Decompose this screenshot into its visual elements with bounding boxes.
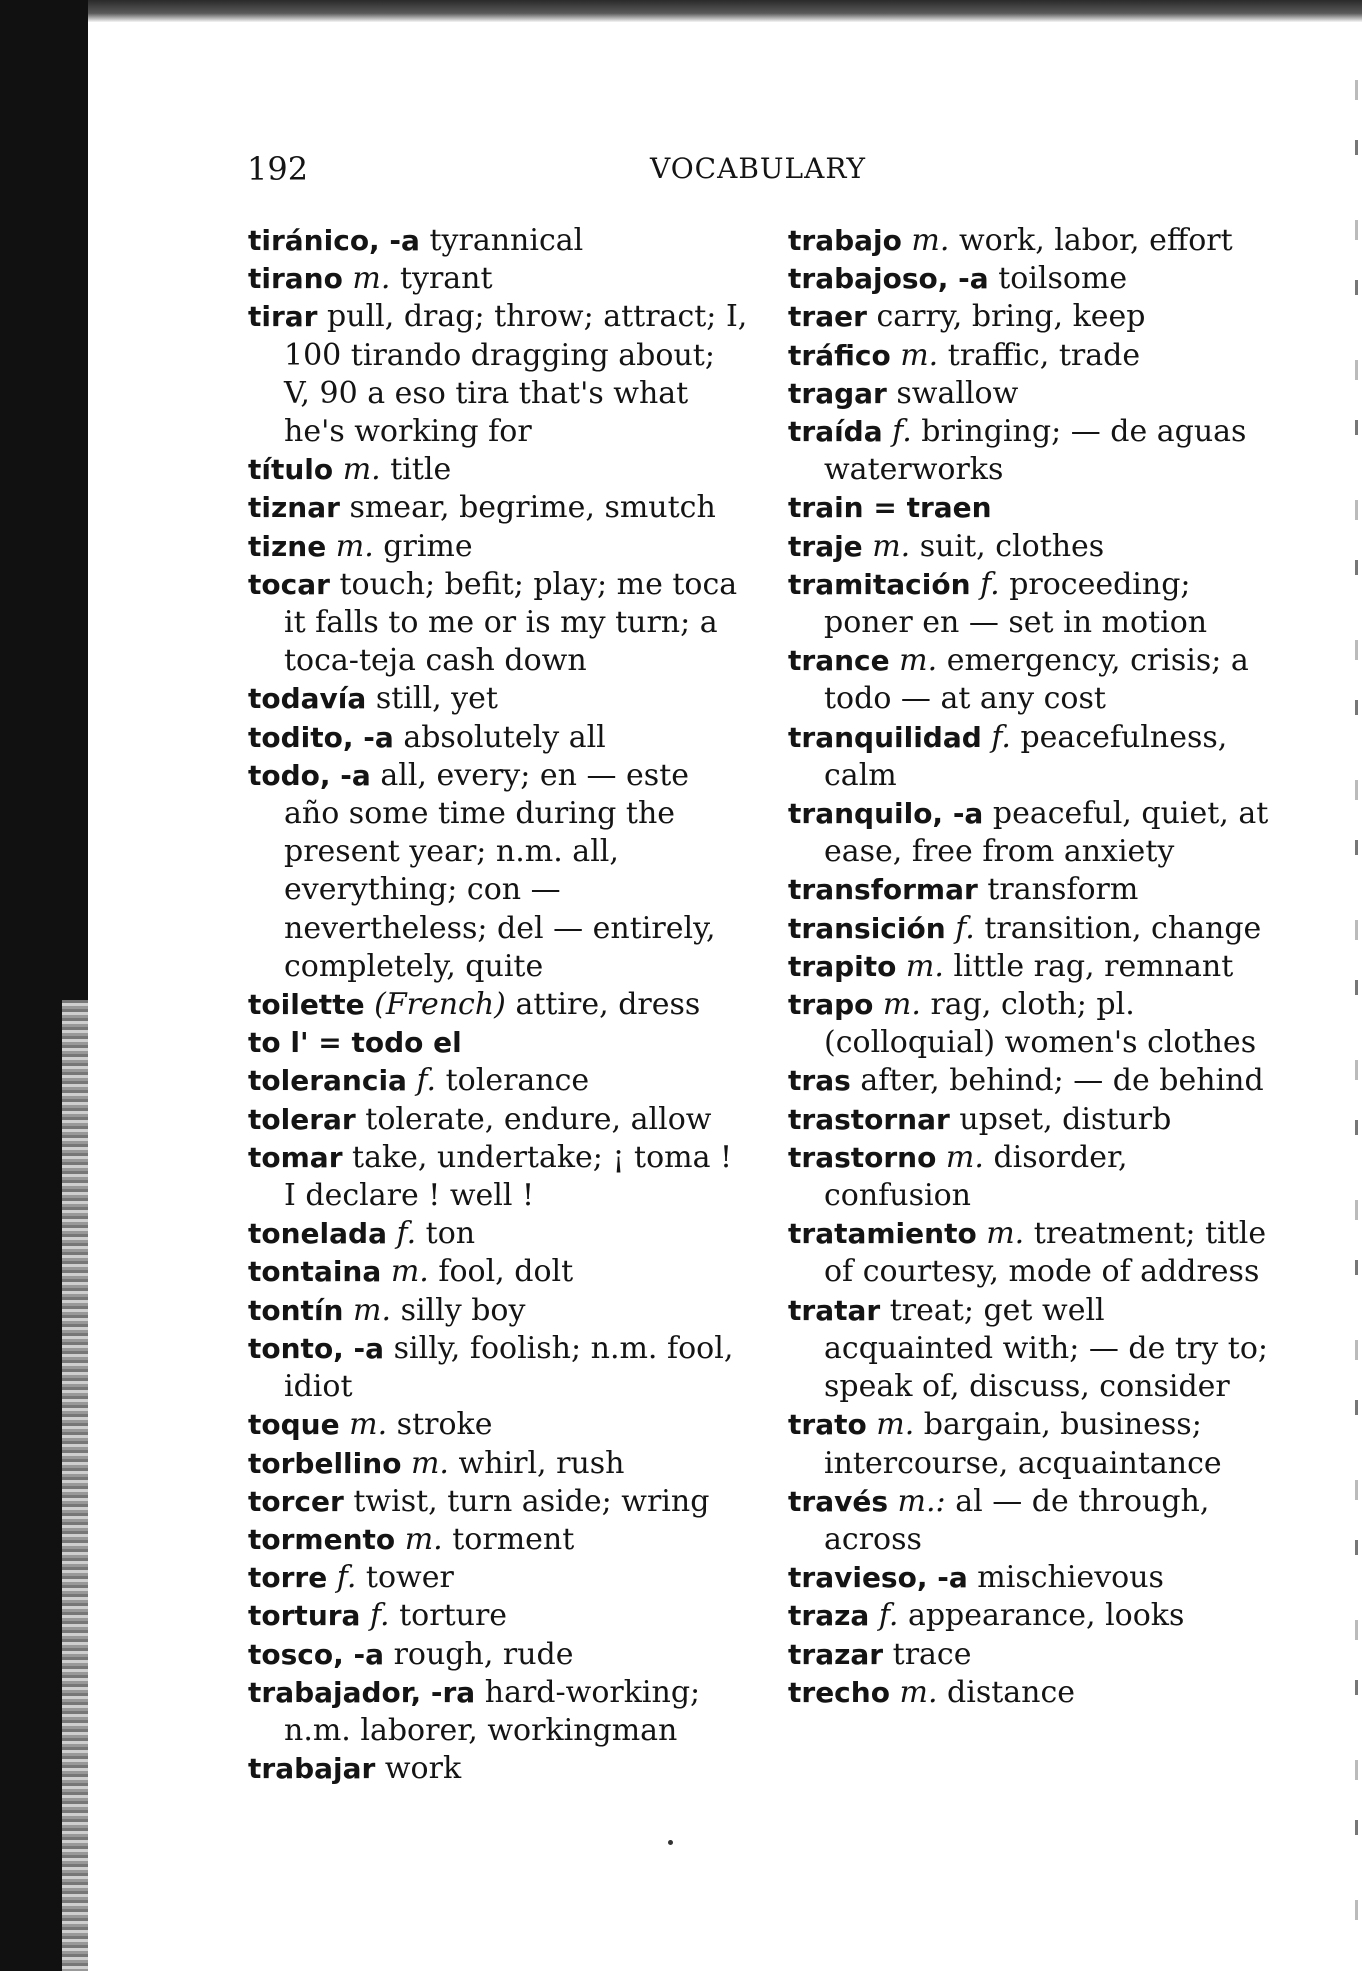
entry-definition: distance <box>947 1674 1076 1710</box>
dictionary-entry <box>248 222 748 260</box>
entry-definition: fool, dolt <box>438 1254 574 1290</box>
entry-definition: grime <box>383 528 473 564</box>
dictionary-entry <box>788 528 1283 566</box>
dictionary-entry <box>248 1597 748 1635</box>
entry-headword: tiznar <box>248 491 340 525</box>
entry-definition: whirl, rush <box>458 1445 625 1481</box>
entry-headword: to l' = todo el <box>248 1026 462 1060</box>
entry-headword: toilette <box>248 988 365 1022</box>
entry-grammar: f. <box>370 1598 390 1634</box>
entry-headword: trabajar <box>248 1752 376 1786</box>
entry-headword: trastornar <box>788 1102 950 1136</box>
entry-headword: tirano <box>248 262 343 296</box>
entry-headword: todito, -a <box>248 720 394 754</box>
entry-grammar: f. <box>878 1598 899 1634</box>
entry-grammar: m. <box>911 223 950 258</box>
dictionary-entry <box>788 948 1283 986</box>
entry-headword: torre <box>248 1561 328 1595</box>
entry-headword: tonelada <box>248 1217 387 1251</box>
entry-definition: trace <box>892 1636 972 1672</box>
entry-grammar: f. <box>892 414 912 450</box>
entry-grammar: m. <box>899 643 938 679</box>
entry-headword: trapo <box>788 988 874 1022</box>
dictionary-entry <box>248 1062 748 1100</box>
dictionary-entry <box>248 1445 748 1483</box>
entry-headword: trabajoso, -a <box>788 262 989 296</box>
entry-grammar: m. <box>945 1139 984 1175</box>
entry-definition: traffic, trade <box>947 337 1141 373</box>
page-number: 192 <box>247 150 309 188</box>
dictionary-entry <box>788 1636 1283 1674</box>
entry-headword: trazar <box>788 1637 884 1671</box>
entry-definition: appearance, looks <box>907 1598 1185 1634</box>
entry-headword: tirar <box>248 300 318 334</box>
entry-headword: tomar <box>248 1140 343 1174</box>
dictionary-entry <box>248 1101 748 1139</box>
entry-headword: tolerar <box>248 1102 356 1136</box>
entry-definition: tower <box>365 1560 454 1596</box>
entry-definition: silly, foolish; n.m. fool, idiot <box>284 1330 734 1405</box>
entry-definition: silly boy <box>400 1292 526 1328</box>
dictionary-entry <box>248 757 748 986</box>
entry-headword: trastorno <box>788 1140 937 1174</box>
entry-headword: tranquilo, -a <box>788 797 984 831</box>
entry-grammar: (French) <box>374 987 506 1023</box>
dictionary-entry <box>788 1406 1283 1482</box>
entry-headword: traída <box>788 415 883 449</box>
entry-definition: little rag, remnant <box>953 948 1234 984</box>
entry-grammar: m. <box>404 1521 443 1557</box>
dictionary-entry <box>248 1330 748 1406</box>
dictionary-entry <box>788 413 1283 489</box>
dictionary-entry <box>788 1292 1283 1407</box>
entry-definition: al — de through, across <box>824 1483 1210 1557</box>
dictionary-entry <box>248 1559 748 1597</box>
entry-definition: emergency, crisis; a todo — at any cost <box>824 643 1249 717</box>
dictionary-entry <box>788 795 1283 871</box>
entry-definition: bringing; — de aguas waterworks <box>824 414 1247 488</box>
entry-definition: title <box>390 452 452 488</box>
entry-headword: tosco, -a <box>248 1637 385 1671</box>
entry-definition: rag, cloth; pl. (colloquial) women's clothes <box>824 987 1257 1061</box>
entry-definition: after, behind; — de behind <box>860 1063 1264 1099</box>
dictionary-entry <box>248 1292 748 1330</box>
entry-headword: trabajo <box>788 224 902 257</box>
entry-definition: rough, rude <box>393 1636 574 1672</box>
scan-page-edge-strip <box>62 1000 88 1971</box>
dictionary-entry <box>788 1101 1283 1139</box>
dictionary-entry <box>248 719 748 757</box>
entry-headword: torbellino <box>248 1446 402 1480</box>
dictionary-entry <box>788 260 1283 298</box>
entry-definition: attire, dress <box>515 987 701 1023</box>
entry-headword: tontín <box>248 1293 344 1327</box>
entry-grammar: m. <box>882 987 921 1023</box>
entry-grammar: m. <box>986 1216 1025 1252</box>
entry-headword: tortura <box>248 1599 361 1633</box>
dictionary-entry <box>788 1597 1283 1635</box>
entry-headword: tranquilidad <box>788 720 982 754</box>
left-column <box>248 222 748 1788</box>
dictionary-entry <box>248 260 748 298</box>
dictionary-entry <box>248 1674 748 1750</box>
entry-headword: tratar <box>788 1293 881 1327</box>
entry-grammar: m. <box>335 528 374 564</box>
entry-definition: swallow <box>896 375 1019 411</box>
entry-definition: disorder, confusion <box>824 1139 1128 1214</box>
entry-headword: trabajador, -ra <box>248 1675 476 1709</box>
entry-grammar: m. <box>905 948 944 984</box>
dictionary-entry <box>248 298 748 451</box>
dictionary-entry <box>788 337 1283 375</box>
dictionary-entry <box>788 719 1283 795</box>
dictionary-entry <box>248 1521 748 1559</box>
entry-headword: todo, -a <box>248 758 371 792</box>
entry-definition: stroke <box>396 1407 493 1443</box>
entry-headword: travieso, -a <box>788 1561 968 1595</box>
entry-headword: tizne <box>248 529 327 563</box>
dictionary-entry <box>788 222 1283 260</box>
entry-grammar: m. <box>876 1407 915 1443</box>
dictionary-entry <box>788 642 1283 718</box>
dictionary-entry <box>248 986 748 1024</box>
entry-headword: trapito <box>788 949 897 983</box>
entry-definition: ton <box>425 1216 476 1252</box>
entry-headword: torcer <box>248 1484 344 1518</box>
entry-grammar: f. <box>396 1216 417 1252</box>
running-head: VOCABULARY <box>650 152 867 185</box>
entry-definition: tolerance <box>445 1063 590 1099</box>
dictionary-entry <box>788 1483 1283 1559</box>
entry-definition: touch; befit; play; me toca it falls to me or is my turn; a toca-teja cash down <box>284 566 738 679</box>
entry-grammar: m. <box>410 1445 449 1481</box>
entry-headword: tonto, -a <box>248 1331 385 1365</box>
entry-definition: peacefulness, calm <box>824 719 1228 793</box>
scan-top-edge <box>0 0 1362 22</box>
entry-grammar: m. <box>342 452 381 488</box>
entry-definition: still, yet <box>375 681 498 717</box>
entry-headword: título <box>248 453 334 487</box>
entry-grammar: f. <box>991 719 1011 755</box>
entry-definition: pull, drag; throw; attract; I, 100 tirando dragging about; V, 90 a eso tira that's what he's working for <box>284 299 748 450</box>
dictionary-entry <box>248 1215 748 1253</box>
entry-headword: tratamiento <box>788 1217 977 1251</box>
entry-definition: treatment; title of courtesy, mode of address <box>824 1216 1267 1290</box>
dictionary-entry <box>788 986 1283 1062</box>
entry-headword: tocar <box>248 567 330 601</box>
entry-definition: proceeding; poner en — set in motion <box>824 566 1208 641</box>
dictionary-entry <box>788 298 1283 336</box>
dictionary-entry <box>248 1024 748 1062</box>
dictionary-entry <box>248 1636 748 1674</box>
entry-definition: take, undertake; ¡ toma ! I declare ! well ! <box>284 1139 733 1214</box>
bottom-mark <box>668 1840 673 1845</box>
entry-grammar: m. <box>899 1674 938 1710</box>
dictionary-entry <box>788 1215 1283 1291</box>
entry-headword: tráfico <box>788 338 891 372</box>
dictionary-entry <box>248 1750 748 1788</box>
entry-definition: work, labor, effort <box>958 223 1233 258</box>
entry-grammar: m. <box>352 261 391 297</box>
dictionary-entry <box>788 1062 1283 1100</box>
entry-definition: carry, bring, keep <box>876 299 1146 335</box>
entry-definition: hard-working; n.m. laborer, workingman <box>284 1674 701 1748</box>
entry-grammar: m. <box>353 1292 392 1328</box>
entry-definition: absolutely all <box>403 719 606 755</box>
dictionary-entry <box>788 489 1283 527</box>
entry-grammar: f. <box>955 910 975 946</box>
entry-headword: tragar <box>788 376 887 410</box>
entry-definition: treat; get well acquainted with; — de try to; speak of, discuss, consider <box>824 1292 1268 1405</box>
entry-grammar: m. <box>349 1407 388 1443</box>
dictionary-entry <box>788 1139 1283 1215</box>
dictionary-entry <box>248 489 748 527</box>
dictionary-entry <box>248 1139 748 1215</box>
dictionary-entry <box>248 1406 748 1444</box>
entry-headword: tormento <box>248 1522 396 1556</box>
entry-headword: tramitación <box>788 567 971 601</box>
entry-headword: traer <box>788 300 867 334</box>
entry-grammar: f. <box>980 566 1000 602</box>
entry-headword: tontaina <box>248 1255 382 1289</box>
entry-grammar: m. <box>390 1254 429 1290</box>
dictionary-entry <box>248 566 748 681</box>
entry-definition: transition, change <box>984 910 1262 946</box>
entry-headword: tras <box>788 1064 851 1098</box>
entry-definition: mischievous <box>977 1560 1164 1596</box>
entry-definition: suit, clothes <box>919 528 1105 564</box>
dictionary-entry <box>788 375 1283 413</box>
entry-definition: smear, begrime, smutch <box>349 490 716 526</box>
entry-grammar: m. <box>872 528 911 564</box>
entry-definition: toilsome <box>998 261 1128 297</box>
entry-headword: toque <box>248 1408 340 1442</box>
entry-headword: transformar <box>788 873 978 907</box>
entry-definition: torment <box>452 1521 575 1557</box>
dictionary-entry <box>788 1674 1283 1712</box>
entry-headword: transición <box>788 911 946 945</box>
entry-headword: traje <box>788 529 863 563</box>
entry-definition: transform <box>987 872 1139 908</box>
entry-definition: upset, disturb <box>959 1101 1172 1137</box>
dictionary-entry <box>788 566 1283 642</box>
entry-grammar: f. <box>336 1560 357 1596</box>
entry-definition: all, every; en — este año some time during the present year; n.m. all, everything; con — nevertheless; del — entirely, completely, quite <box>284 757 716 984</box>
scan-right-edge <box>1355 80 1358 1960</box>
entry-definition: tyrannical <box>429 223 584 258</box>
dictionary-entry <box>248 451 748 489</box>
entry-definition: bargain, business; intercourse, acquaintance <box>824 1407 1222 1481</box>
dictionary-entry <box>248 1253 748 1291</box>
entry-grammar: m. <box>900 337 939 373</box>
entry-headword: través <box>788 1484 888 1518</box>
entry-headword: trato <box>788 1408 867 1442</box>
entry-grammar: f. <box>416 1063 437 1099</box>
dictionary-entry <box>248 528 748 566</box>
entry-definition: tyrant <box>399 261 493 297</box>
entry-headword: todavía <box>248 682 367 716</box>
entry-headword: tolerancia <box>248 1064 407 1098</box>
entry-definition: peaceful, quiet, at ease, free from anxiety <box>824 796 1269 870</box>
dictionary-entry <box>248 680 748 718</box>
entry-headword: trecho <box>788 1675 890 1709</box>
entry-headword: traza <box>788 1599 870 1633</box>
entry-headword: train = traen <box>788 491 992 525</box>
dictionary-entry <box>248 1483 748 1521</box>
dictionary-entry <box>788 871 1283 909</box>
entry-definition: twist, turn aside; wring <box>353 1483 710 1519</box>
entry-definition: work <box>384 1751 462 1787</box>
entry-headword: trance <box>788 644 890 678</box>
entry-definition: tolerate, endure, allow <box>365 1101 712 1137</box>
entry-grammar: m.: <box>897 1483 946 1519</box>
right-column <box>788 222 1283 1712</box>
dictionary-entry <box>788 1559 1283 1597</box>
entry-definition: torture <box>399 1598 508 1634</box>
entry-headword: tiránico, -a <box>248 224 420 257</box>
dictionary-entry <box>788 910 1283 948</box>
